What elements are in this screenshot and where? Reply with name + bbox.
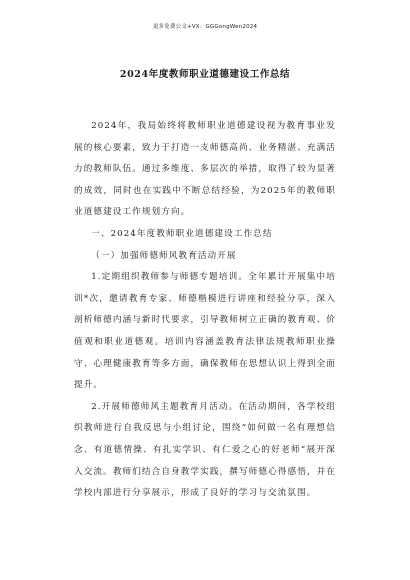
list-item-1: 1.定期组织教师参与师德专题培训。全年累计开展集中培训*次，邀请教育专家、师德楷模进行讲座和经验分享，深入剖析师德内涵与新时代要求，引导教师树立正确的教育观、价值观和职业道德观。培训内容涵盖教育法律法规教师职业操守、心理健康教育等多方面，确保教师在思想认识上得到全面提升。: [74, 272, 336, 391]
subsection-heading-1: （一）加强师德师风教育活动开展: [91, 250, 237, 261]
header-note: 更多免费公文+VX：GGGongWen2024: [152, 24, 258, 30]
document-title: 2024年度教师职业道德建设工作总结: [119, 69, 291, 80]
intro-paragraph: 2024年，我局始终将教师职业道德建设视为教育事业发展的核心要素，致力于打造一支师德高尚、业务精湛、充满活力的教师队伍。通过多维度、多层次的举措，取得了较为显著的成效，同时也在实践中不断总结经验，为2025年的教师职业道德建设工作规划方向。: [74, 121, 336, 218]
list-item-2: 2.开展师德师风主题教育月活动。在活动期间，各学校组织教师进行自我反思与小组讨论，围绕“如何做一名有理想信念、有道德情操、有扎实学识、有仁爱之心的好老师”展开深入交流。教师们结合自身教学实践，撰写师德心得感悟，并在学校内部进行分享展示，形成了良好的学习与交流氛围。: [74, 401, 336, 499]
section-heading-1: 一、2024年度教师职业道德建设工作总结: [91, 228, 273, 239]
document-body: [74, 116, 336, 505]
